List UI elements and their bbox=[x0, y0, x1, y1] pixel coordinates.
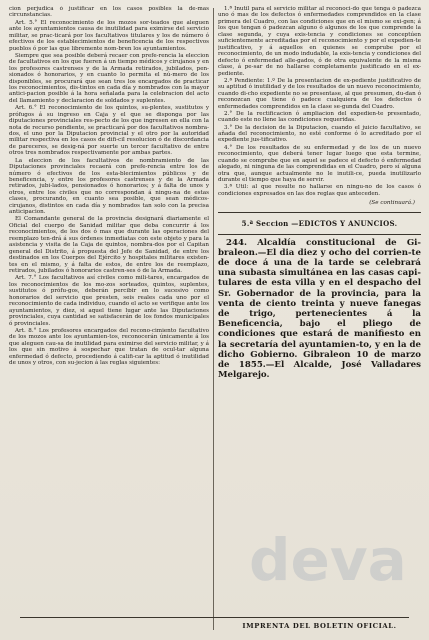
paragraph: Art. 8.° Los profesores encargados del recono-cimiento facultativo de los mozos ante los ayuntamien-tos, reconocerán únicamente á los que aleguen cau-sa de inutilidad para eximirse del servicio militar, y á los que sin motivo á sospechar que tratan de ocul-tar alguna enfermedad ó defecto, procediendo á califi-car la aptitud ó inutilidad de unos y otros, con su-jecion á las reglas siguientes: bbox=[9, 327, 209, 367]
paragraph: cion perjudica ó justificar en los casos posibles la de-mas circunstancias. bbox=[9, 6, 209, 19]
paragraph: Art. 6.° El reconocimiento de los quintos, su-plentes, sustitutos y prófugos á su ingreso en Caja y el que se disponga por las diputaciones provinciales res-pecto de los que ingresen en ella con la nota de recurso pendiente, se practicará por dos facultativos nombra-dos, el uno por la Diputacion provincial y el otro por la autoridad militar respectiva en los casos de difi-cil resolucion ó de discordancia de pareceres, se desig-ná por suerte un tercer facultativo de entre otros tres nombrados respectivamente por ambas partes. bbox=[9, 105, 209, 157]
paragraph: Art. 7.° Los facultativos así civiles como mili-tares, encargados de los reconocimientos de los mo-zos sorteados, quintos, suplentes, sustitutos ó prófu-gos, deberán percibir en lo sucesivo como honorarios del servicio que presten, seis reales cada uno por el reconocimiento de cada individuo, cuando el acto se verifique ante los ayuntamientos, y diez, si aquel tiene lugar ante las Diputaciones provinciales, cuya cantidad se satisfacerán de los fondos municipales ó provinciales. bbox=[9, 275, 209, 327]
column-divider bbox=[213, 8, 214, 630]
paragraph: 2.ª Pendiente: 1.º De la presentacion de ex-pediente justificativo de su aptitud ó inutilidad y de los resultados de un nuevo reconocimiento, cuando di-cho expediente no se presentase, al que presumen, du-dan ó reconozcan que tiene ó padece cualquiera de los defectos ó enfermedades comprendidos en la clase se-gunda del Cuadro. bbox=[218, 77, 421, 110]
paragraph: Art. 5.° El reconocimiento de los mozos sor-teados que aleguen ante los ayuntamientos causa de inutilidad para eximirse del servicio militar, se prac-ticará por los facultativos titulares y los de número ó efectivos de los establecimientos de beneficencia de los respectivos pueblos ó por las que libremente nom-bren los ayuntamientos. bbox=[9, 19, 209, 52]
right-column bbox=[218, 6, 421, 632]
paragraph: 4.° De los resultados de su enfermedad y de los de un nuevo reconocimiento, que deberá tener lugar luego que esta termine, cuando se comprube que en aquel se padece el defecto ó enfermedad alegado, ni ninguna de las comprendidas en el Cuadro, pero sí alguna otra que, aunque actualmente no le inutili-ce, pueda inutilizarlo durante el tiempo que haya de servir. bbox=[218, 144, 421, 183]
paragraph: 3.° De la decision de la Diputacion, cuando el juicio facultativo, se añada del reconocimiento, no esté conforme ó lo acreditado por el expediente jus-tificativo. bbox=[218, 124, 421, 144]
section-rule-thin bbox=[218, 234, 421, 235]
paragraph: 2.° De la rectificacion ó ampliacion del expedien-te presentado, cuando este no llene las condiciones requeridas. bbox=[218, 110, 421, 124]
footer-rule bbox=[20, 617, 409, 618]
printer-imprint: IMPRENTA DEL BOLETIN OFICIAL. bbox=[242, 622, 397, 630]
paragraph: Siempre que sea posible deberá recaer con prefe-rencia la eleccion de facultativos en los que fueren á un tiempo médicos y cirujanos y en los profesores castrenses y de la Armada retirados, jubilados, pen-sionados ó honorarios, y en cuanto lo permita el nú-mero de los disponibles, se procurará que sean tres los encargados de practicar los reconocimientos, dis-tintos en cada día y nombrados con la mayor antici-pacion posible á la hora señalada para la celebracion del acto del llamamiento y declaracion de soldados y suplentes. bbox=[9, 52, 209, 104]
announcement: 244. Alcaldía constitucional de Gi-braleon.—El dia diez y ocho del corrien-te de doce á una de la tarde se celebrará una subasta simultánea en las casas capi-tulares de esta villa y en el despacho del Sr. Gobernador de la provincia, para la venta de ciento treinta y nueve fanegas de trigo, pertenecientes á la Beneficencia, bajo el pliego de condiciones que estará de manifiesto en la secretaría del ayuntamien-to, y en la de dicho Gobierno. Gibraleon 10 de marzo de 1855.—El Alcalde, José Valladares Melgarejo. bbox=[218, 237, 421, 381]
paragraph: La eleccion de los facultativos de nombramiento de las Diputaciones provinciales recaerá con prefe-rencia entre los de número ó efectivos de los esta-blecimientos públicos y de beneficencia, y entre los profesores castrenses y de la Armada retirados, jubi-lados, pensionados ó honorarios; y á falta de unos y otros, entre los civiles que no correspondan á ningu-na de estas clases, procurando, en cuanto sea posible, que sean médicos-cirujanos, distintos en cada día y nombrados tan solo con la precisa anticipacion. bbox=[9, 157, 209, 216]
left-column bbox=[9, 6, 209, 632]
paragraph: 1.ª Inutil para el servicio militar al reconoci-do que tenga ó padezca uno ó mas de los defectos ó enfermedades comprendidos en la clase primera del Cuadro, con las condiciones que en el mismo se exi-gen; á los que tengan ó padezcan alguno ó algunos de los que comprende la clase segunda, y cuya exis-tencia y condiciones se conceptúen suficientemente acreditadas por el reconocimiento y por el expedien-te justificativo, y á aquellos en quienes se comprube por el reconocimiento, de un modo indudable, la exis-tencia y condiciones del defecto ó enfermedad alle-gados, ó de otra equivalente de la misma clase, á pe-sar de no hallarse completamente justificado en el ex-pediente. bbox=[218, 6, 421, 77]
continuation-note: (Se continuará.) bbox=[369, 200, 415, 207]
svg-text:deva: deva bbox=[249, 526, 407, 594]
section-heading: 5.ª Seccion —EDICTOS Y ANUNCIOS. bbox=[241, 218, 398, 228]
paragraph: 3.ª Util: al que resulte no hallarse en ningu-no de los casos ó condiciones expresados en las dos reglas que anteceden. bbox=[218, 184, 421, 197]
section-rule bbox=[218, 212, 421, 213]
paragraph: El Comandante general de la provincia designará diariamente el Oficial del cuerpo de Sanidad militar que deba concurrir á los reconocimientos, de los dos ó mas que durante las operaciones del reemplazo ten-drá á sus órdenes inmediatas con este objeto y para la asistencia y visita de la Caja de quintos, nombra-dos por el Capitan general del Distrito, á propuesta del Jefe de Sanidad, de entre los destinados en los Cuerpos del Ejército y hospitales militares existen-tes en el mismo, y á falta de estos, de entre los de reemplazo, retirados, jubilados ó honorarios castren-ses ó de la Armada. bbox=[9, 216, 209, 275]
